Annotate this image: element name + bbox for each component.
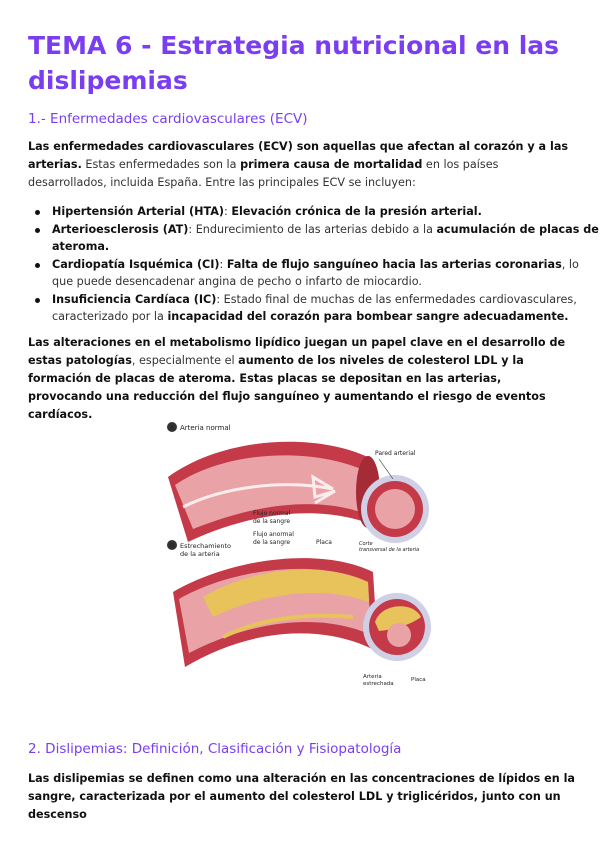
list-term: Hipertensión Arterial (HTA) (52, 205, 225, 218)
panel-narrowed-artery (173, 558, 431, 667)
list-text: Endurecimiento de las arterias debido a la (195, 222, 437, 236)
label-plaque-top: Placa (316, 539, 332, 546)
label-a-letter: A (169, 423, 175, 432)
label-normal-flow-2: de la sangre (253, 518, 291, 525)
label-abnormal-flow-2: de la sangre (253, 539, 291, 546)
label-narrowed-artery-1: Arteria (363, 674, 382, 680)
list-term: Insuficiencia Cardíaca (IC) (52, 292, 217, 306)
list-bold: incapacidad del corazón para bombear sangre adecuadamente. (167, 310, 569, 323)
ecv-intro-text-1: Estas enfermedades son la (81, 158, 241, 171)
list-bold: Falta de flujo sanguíneo hacia las arterias coronarias (226, 257, 562, 271)
dislipemias-definition: Las dislipemias se definen como una alteración en las concentraciones de lípidos en la sangre, caracterizada por el aumento del colesterol LDL y triglicéridos, junto con un descenso (28, 772, 575, 821)
section-heading-dislipemias: 2. Dislipemias: Definición, Clasificación y Fisiopatología (28, 741, 402, 757)
ecv-definition: Las enfermedades cardiovasculares (ECV) son aquellas que afectan al corazón y a las arterias. (28, 140, 569, 171)
list-sep: : (188, 222, 196, 236)
list-item-ci (52, 256, 600, 291)
page-title: TEMA 6 - Estrategia nutricional en las dislipemias (28, 31, 560, 95)
list-term: Arterioesclerosis (AT) (52, 222, 189, 236)
label-abnormal-flow-1: Flujo anormal (253, 531, 294, 538)
label-narrowed-artery-2: estrechada (363, 681, 394, 687)
list-item-hta (52, 203, 600, 221)
list-item-ic (52, 291, 600, 326)
list-bold: acumulación de placas de ateroma. (52, 222, 599, 253)
label-cross-section-2: transversal de la arteria (359, 547, 420, 553)
list-sep: : (216, 292, 224, 306)
ecv-intro-text-2: en los países desarrollados, incluida España. Entre las principales ECV se incluyen: (28, 158, 499, 189)
dislipemias-intro (28, 770, 576, 824)
list-sep: : (219, 257, 227, 271)
ecv-list (28, 203, 600, 326)
list-term: Cardiopatía Isquémica (CI) (52, 257, 220, 271)
label-normal-artery: Arteria normal (180, 424, 231, 432)
label-normal-flow-1: Flujo normal (253, 510, 291, 517)
label-narrowing-1: Estrechamiento (180, 542, 232, 550)
list-bold: Elevación crónica de la presión arterial. (231, 205, 482, 218)
list-item-at (52, 221, 600, 256)
section-heading-ecv: 1.- Enfermedades cardiovasculares (ECV) (28, 111, 308, 127)
lipid-bold-2: aumento de los niveles de colesterol LDL y la formación de placas de ateroma. Estas placas se depositan en las arterias, provocando una reducción del flujo sanguíneo y aumentando el riesgo de eventos cardíacos. (28, 354, 546, 421)
label-arterial-wall: Pared arterial (375, 450, 416, 457)
label-b-letter: B (169, 541, 175, 550)
label-cross-section: Corte (359, 541, 373, 547)
artery-svg (163, 417, 435, 694)
artery-illustration (163, 417, 435, 694)
lipid-bold-1: Las alteraciones en el metabolismo lipídico juegan un papel clave en el desarrollo de estas patologías (28, 336, 566, 367)
ecv-intro-paragraph (28, 138, 578, 192)
label-plaque-bottom: Placa (411, 677, 426, 683)
list-text: , lo que puede desencadenar angina de pecho o infarto de miocardio. (52, 257, 579, 288)
ecv-mortality: primera causa de mortalidad (240, 158, 423, 171)
lipid-text-1: , especialmente el (131, 354, 239, 367)
lipid-paragraph (28, 334, 578, 424)
label-narrowing-2: de la arteria (180, 550, 220, 558)
list-sep: : (224, 205, 232, 218)
list-text: Estado final de muchas de las enfermedades cardiovasculares, caracterizado por la (52, 292, 577, 323)
